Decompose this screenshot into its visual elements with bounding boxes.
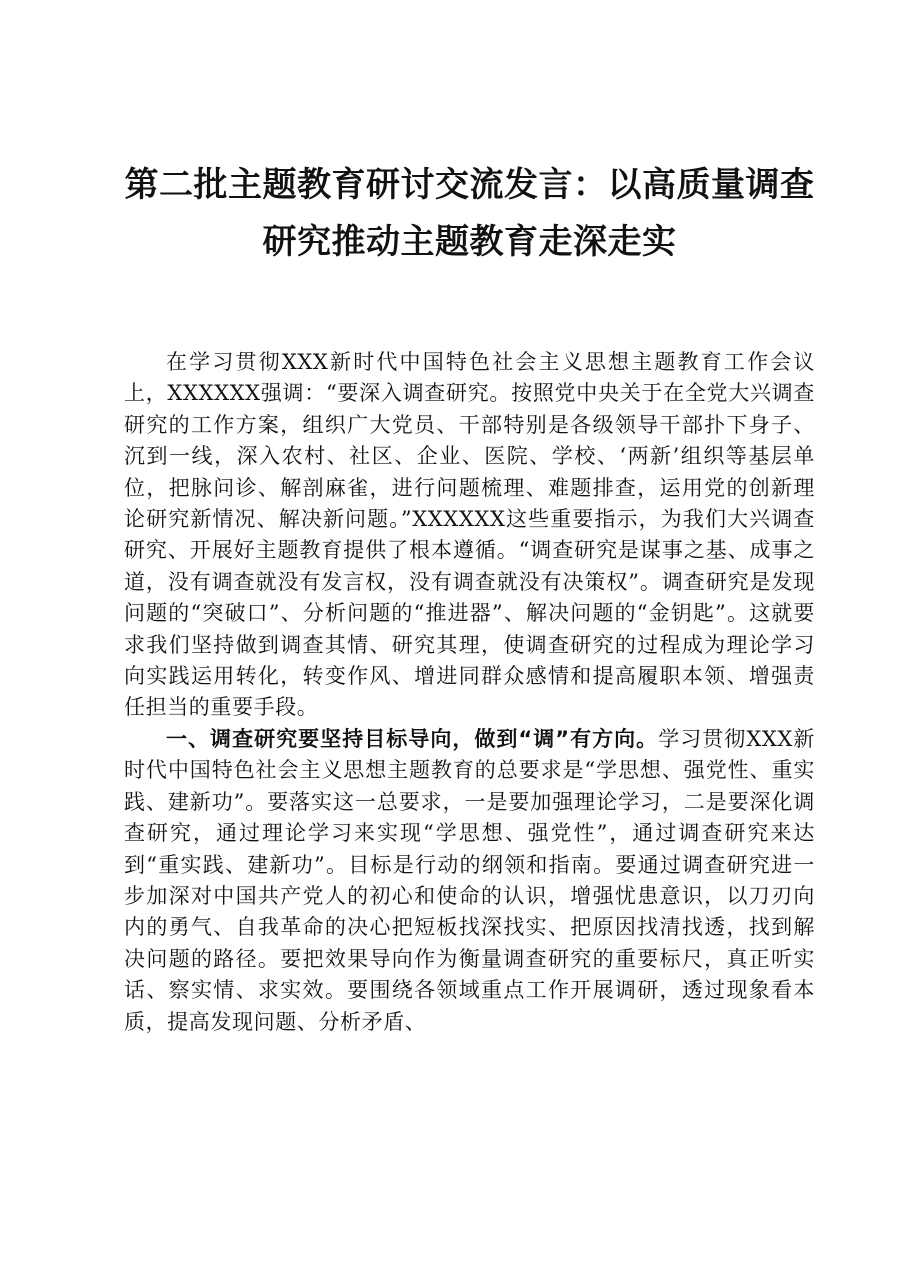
paragraph-section-1 xyxy=(124,724,815,1038)
paragraph-intro xyxy=(124,347,815,724)
paragraph-text: 在学习贯彻XXX新时代中国特色社会主义思想主题教育工作会议上，XXXXXX强调：“要深入调查研究。按照党中央关于在全党大兴调查研究的工作方案，组织广大党员、干部特别是各级领导干部扑下身子、沉到一线，深入农村、社区、企业、医院、学校、‘两新’组织等基层单位，把脉问诊、解剖麻雀，进行问题梳理、难题排查，运用党的创新理论研究新情况、解决新问题。”XXXXXX这些重要指示，为我们大兴调查研究、开展好主题教育提供了根本遵循。“调查研究是谋事之基、成事之道，没有调查就没有发言权，没有调查就没有决策权”。调查研究是发现问题的“突破口”、分析问题的“推进器”、解决问题的“金钥匙”。这就要求我们坚持做到调查其情、研究其理，使调查研究的过程成为理论学习向实践运用转化，转变作风、增进同群众感情和提高履职本领、增强责任担当的重要手段。 xyxy=(124,350,815,720)
paragraph-text: 学习贯彻XXX新时代中国特色社会主义思想主题教育的总要求是“学思想、强党性、重实践、建新功”。要落实这一总要求，一是要加强理论学习，二是要深化调查研究，通过理论学习来实现“学思想、强党性”，通过调查研究来达到“重实践、建新功”。目标是行动的纲领和指南。要通过调查研究进一步加深对中国共产党人的初心和使命的认识，增强忧患意识，以刀刃向内的勇气、自我革命的决心把短板找深找实、把原因找清找透，找到解决问题的路径。要把效果导向作为衡量调查研究的重要标尺，真正听实话、察实情、求实效。要围绕各领域重点工作开展调研，透过现象看本质，提高发现问题、分析矛盾、 xyxy=(124,726,816,1034)
document-title: 第二批主题教育研讨交流发言：以高质量调查研究推动主题教育走深走实 xyxy=(124,165,815,262)
document-body xyxy=(124,347,815,1038)
section-heading: 一、调查研究要坚持目标导向，做到“调”有方向。 xyxy=(166,726,659,751)
